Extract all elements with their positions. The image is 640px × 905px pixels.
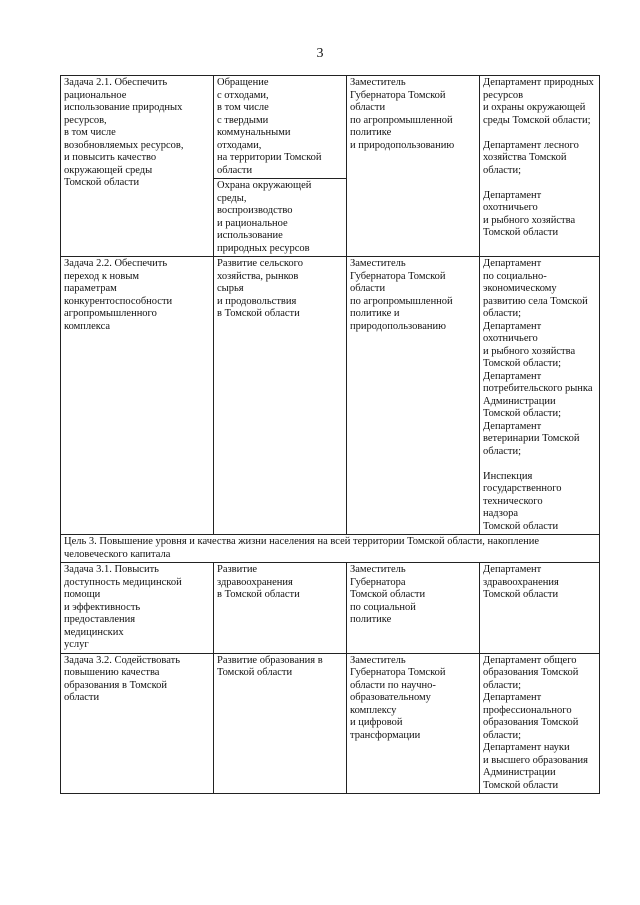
text-line: области;: [483, 164, 522, 176]
text-line: сырья: [217, 283, 244, 294]
text-line: параметрам: [64, 283, 117, 294]
text-line: повышению качества: [64, 667, 160, 678]
text-line: с твердыми: [217, 114, 269, 126]
text-line: Департамент: [483, 258, 542, 269]
text-line: политике и: [350, 308, 400, 319]
text-line: области;: [483, 445, 522, 457]
text-line: Заместитель: [350, 77, 406, 88]
text-line: Заместитель: [350, 258, 406, 269]
text-line: Развитие: [217, 564, 258, 575]
text-line: потребительского рынка: [483, 383, 593, 394]
text-line: Губернатора Томской: [350, 270, 446, 282]
text-line: профессионального: [483, 704, 572, 716]
text-line: отходами,: [217, 139, 262, 151]
text-line: Томской области: [483, 520, 559, 532]
text-line: Охрана окружающей: [217, 180, 312, 191]
text-line: комплекса: [64, 320, 111, 332]
goals-table: [60, 75, 600, 794]
deputy-cell: [347, 76, 480, 257]
text-line: Департамент лесного: [483, 139, 579, 151]
task-cell: [61, 76, 214, 257]
text-line: Задача 2.2. Обеспечить: [64, 258, 168, 269]
text-line: экономическому: [483, 283, 557, 294]
text-line: комплексу: [350, 704, 397, 716]
text-line: Заместитель: [350, 564, 406, 575]
text-line: и природопользованию: [350, 139, 455, 151]
text-line: образования Томской: [483, 667, 579, 678]
deputy-cell: [347, 653, 480, 794]
text-line: по агропромышленной: [350, 114, 453, 126]
text-line: по социальной: [350, 601, 416, 613]
text-line: воспроизводство: [217, 205, 293, 216]
text-line: и повысить качество: [64, 152, 157, 163]
text-line: по агропромышленной: [350, 295, 453, 307]
text-line: Губернатора Томской: [350, 667, 446, 678]
goal-cell: Цель 3. Повышение уровня и качества жизни населения на всей территории Томской области, накопление человеческого капитала: [61, 535, 600, 563]
text-line: возобновляемых ресурсов,: [64, 139, 184, 151]
text-line: Администрации: [483, 395, 556, 407]
text-line: и охраны окружающей: [483, 102, 586, 113]
text-line: в Томской области: [217, 589, 300, 600]
text-line: Губернатора Томской: [350, 89, 446, 101]
text-line: агропромышленного: [64, 308, 157, 319]
text-line: области: [217, 164, 253, 176]
text-line: и рациональное: [217, 217, 288, 229]
departments-cell: [480, 653, 600, 794]
text-line: Томской области: [483, 227, 559, 238]
text-line: Задача 3.1. Повысить: [64, 564, 159, 575]
group-gap: [483, 177, 596, 190]
text-line: Томской области: [217, 667, 293, 678]
text-line: здравоохранения: [217, 576, 293, 588]
text-line: Департамент: [483, 320, 542, 332]
table-row-goal-3: [61, 535, 600, 563]
text-line: Развитие сельского: [217, 258, 303, 269]
text-line: Заместитель: [350, 654, 406, 666]
text-line: области;: [483, 308, 522, 319]
text-line: Томской области: [64, 177, 140, 188]
text-line: помощи: [64, 589, 101, 600]
text-line: охотничьего: [483, 202, 538, 213]
text-line: с отходами,: [217, 89, 269, 101]
program-cell: [214, 653, 347, 794]
text-line: образования Томской: [483, 717, 579, 728]
text-line: на территории Томской: [217, 152, 322, 163]
text-line: области по научно-: [350, 679, 436, 691]
text-line: Департамент: [483, 692, 542, 703]
text-line: по социально-: [483, 270, 547, 282]
text-line: ресурсов: [483, 89, 524, 101]
text-line: в Томской области: [217, 308, 300, 319]
group-gap: [483, 127, 596, 140]
text-line: Департамент науки: [483, 742, 570, 753]
text-line: технического: [483, 495, 543, 507]
text-line: хозяйства, рынков: [217, 270, 299, 282]
departments-cell: [480, 76, 600, 257]
text-line: природных ресурсов: [217, 242, 310, 254]
text-line: и цифровой: [350, 717, 403, 728]
text-line: и рыбного хозяйства: [483, 214, 576, 226]
table-row-task-3-1: [61, 563, 600, 654]
task-cell: [61, 563, 214, 654]
text-line: здравоохранения: [483, 576, 559, 588]
text-line: Администрации: [483, 767, 556, 778]
text-line: Задача 2.1. Обеспечить: [64, 77, 168, 88]
text-line: доступность медицинской: [64, 576, 182, 588]
text-line: государственного: [483, 483, 562, 494]
program-cell: [214, 179, 347, 257]
task-cell: [61, 653, 214, 794]
text-line: Инспекция: [483, 470, 533, 482]
text-line: рациональное: [64, 89, 127, 101]
text-line: в том числе: [64, 127, 116, 138]
text-line: трансформации: [350, 729, 421, 741]
text-line: ресурсов,: [64, 114, 107, 126]
program-cell: [214, 563, 347, 654]
text-line: политике: [350, 127, 392, 138]
text-line: Томской области: [483, 589, 559, 600]
text-line: Томской области: [483, 779, 559, 791]
text-line: среды Томской области;: [483, 114, 591, 126]
text-line: природопользованию: [350, 320, 446, 332]
text-line: Задача 3.2. Содействовать: [64, 654, 180, 666]
text-line: и высшего образования: [483, 754, 588, 766]
text-line: области: [350, 283, 386, 294]
text-line: Департамент: [483, 370, 542, 382]
task-cell: [61, 257, 214, 535]
text-line: переход к новым: [64, 270, 140, 282]
text-line: коммунальными: [217, 127, 291, 138]
departments-cell: [480, 257, 600, 535]
text-line: области: [64, 692, 100, 703]
text-line: Департамент: [483, 189, 542, 201]
text-line: области;: [483, 679, 522, 691]
text-line: в том числе: [217, 102, 269, 113]
text-line: и рыбного хозяйства: [483, 345, 576, 357]
text-line: надзора: [483, 508, 518, 519]
text-line: услуг: [64, 639, 89, 650]
text-line: образования в Томской: [64, 679, 168, 691]
table-row-task-2-2: [61, 257, 600, 535]
text-line: Губернатора: [350, 576, 406, 588]
text-line: области: [350, 102, 386, 113]
text-line: Департамент: [483, 420, 542, 432]
text-line: и продовольствия: [217, 295, 297, 307]
text-line: предоставления: [64, 614, 136, 625]
text-line: хозяйства Томской: [483, 152, 567, 163]
text-line: развитию села Томской: [483, 295, 588, 307]
text-line: Томской области: [350, 589, 426, 600]
text-line: охотничьего: [483, 333, 538, 344]
program-cell: [214, 257, 347, 535]
text-line: использование: [217, 230, 283, 241]
text-line: среды,: [217, 192, 247, 204]
group-gap: [483, 458, 596, 471]
text-line: Департамент общего: [483, 654, 577, 666]
text-line: Департамент природных: [483, 77, 594, 88]
deputy-cell: [347, 563, 480, 654]
text-line: Томской области;: [483, 358, 562, 369]
text-line: ветеринарии Томской: [483, 433, 580, 444]
text-line: окружающей среды: [64, 164, 153, 176]
departments-cell: [480, 563, 600, 654]
table-row-task-2-1: [61, 76, 600, 179]
text-line: политике: [350, 614, 392, 625]
table-row-task-3-2: [61, 653, 600, 794]
text-line: Развитие образования в: [217, 654, 323, 666]
deputy-cell: [347, 257, 480, 535]
program-cell: [214, 76, 347, 179]
text-line: Департамент: [483, 564, 542, 575]
text-line: медицинских: [64, 626, 124, 638]
text-line: использование природных: [64, 102, 183, 113]
text-line: Обращение: [217, 77, 269, 88]
page-number: 3: [316, 46, 324, 61]
text-line: образовательному: [350, 692, 431, 703]
text-line: и эффективность: [64, 601, 141, 613]
text-line: области;: [483, 729, 522, 741]
text-line: Томской области;: [483, 408, 562, 419]
text-line: конкурентоспособности: [64, 295, 173, 307]
